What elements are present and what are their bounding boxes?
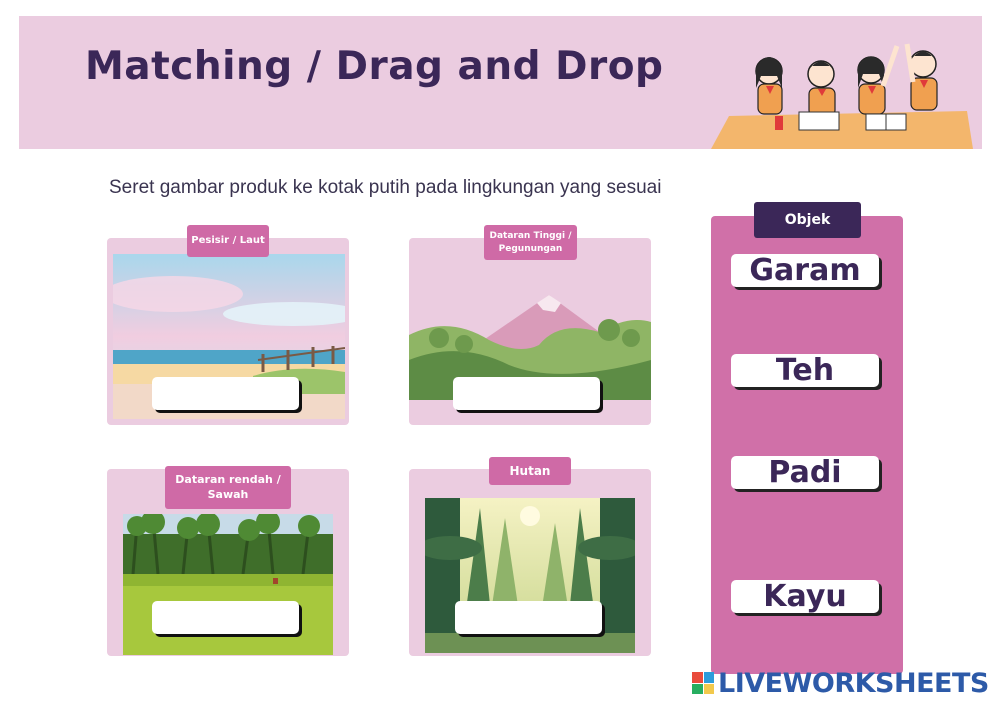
students-illustration	[711, 16, 982, 149]
draggable-item-teh[interactable]: Teh	[731, 354, 879, 387]
label-coast: Pesisir / Laut	[187, 225, 269, 257]
instruction-text: Seret gambar produk ke kotak putih pada lingkungan yang sesuai	[109, 177, 662, 198]
logo-text: LIVEWORKSHEETS	[718, 667, 989, 699]
dropbox-forest[interactable]	[455, 601, 602, 634]
draggable-item-padi[interactable]: Padi	[731, 456, 879, 489]
dropbox-coast[interactable]	[152, 377, 299, 410]
draggable-item-kayu[interactable]: Kayu	[731, 580, 879, 613]
label-lowland: Dataran rendah / Sawah	[165, 466, 291, 509]
panel-title: Objek	[754, 202, 861, 238]
liveworksheets-logo	[692, 668, 989, 698]
page-title: Matching / Drag and Drop	[85, 44, 664, 89]
dropbox-lowland[interactable]	[152, 601, 299, 634]
dropbox-highland[interactable]	[453, 377, 600, 410]
draggable-item-garam[interactable]: Garam	[731, 254, 879, 287]
label-highland: Dataran Tinggi / Pegunungan	[484, 225, 577, 260]
liveworksheets-mark-icon	[692, 672, 714, 694]
label-forest: Hutan	[489, 457, 571, 485]
